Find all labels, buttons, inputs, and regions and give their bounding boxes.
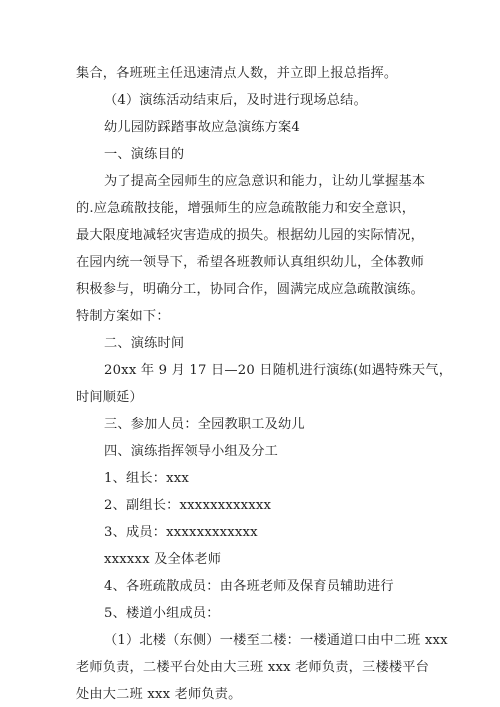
text-line: 2、副组长：xxxxxxxxxxxx <box>104 498 272 513</box>
text-line: 积极参与，明确分工，协同合作，圆满完成应急疏散演练。 <box>76 282 425 297</box>
text-line: 的.应急疏散技能，增强师生的应急疏散能力和安全意识， <box>76 201 416 216</box>
section-heading: 三、参加人员：全园教职工及幼儿 <box>104 417 305 432</box>
text-line: 3、成员：xxxxxxxxxxxx <box>104 525 258 540</box>
text-line: 集合，各班班主任迅速清点人数，并立即上报总指挥。 <box>76 66 398 81</box>
text-line: 时间顺延） <box>76 390 143 405</box>
text-line: 20xx 年 9 月 17 日—20 日随机进行演练(如遇特殊天气， <box>104 363 453 378</box>
text-line: xxxxxx 及全体老师 <box>104 552 222 567</box>
text-line: （1）北楼（东侧）一楼至二楼：一楼通道口由中二班 xxx <box>104 633 448 648</box>
section-heading: 四、演练指挥领导小组及分工 <box>104 444 279 459</box>
text-line: 为了提高全园师生的应急意识和能力，让幼儿掌握基本 <box>104 174 426 189</box>
text-line: 特制方案如下： <box>76 309 170 324</box>
text-line: 1、组长：xxx <box>104 471 190 486</box>
text-line: 4、各班疏散成员：由各班老师及保育员辅助进行 <box>104 579 394 594</box>
section-title: 幼儿园防踩踏事故应急演练方案4 <box>104 120 301 135</box>
text-line: 老师负责，二楼平台处由大三班 xxx 老师负责，三楼楼平台 <box>76 660 429 675</box>
text-line: （4）演练活动结束后，及时进行现场总结。 <box>104 93 367 108</box>
section-heading: 一、演练目的 <box>104 147 185 162</box>
text-line: 最大限度地减轻灾害造成的损失。根据幼儿园的实际情况， <box>76 228 425 243</box>
text-line: 处由大二班 xxx 老师负责。 <box>76 687 242 702</box>
section-heading: 二、演练时间 <box>104 336 185 351</box>
text-line: 5、楼道小组成员： <box>104 606 220 621</box>
text-line: 在园内统一领导下，希望各班教师认真组织幼儿，全体教师 <box>76 255 425 270</box>
